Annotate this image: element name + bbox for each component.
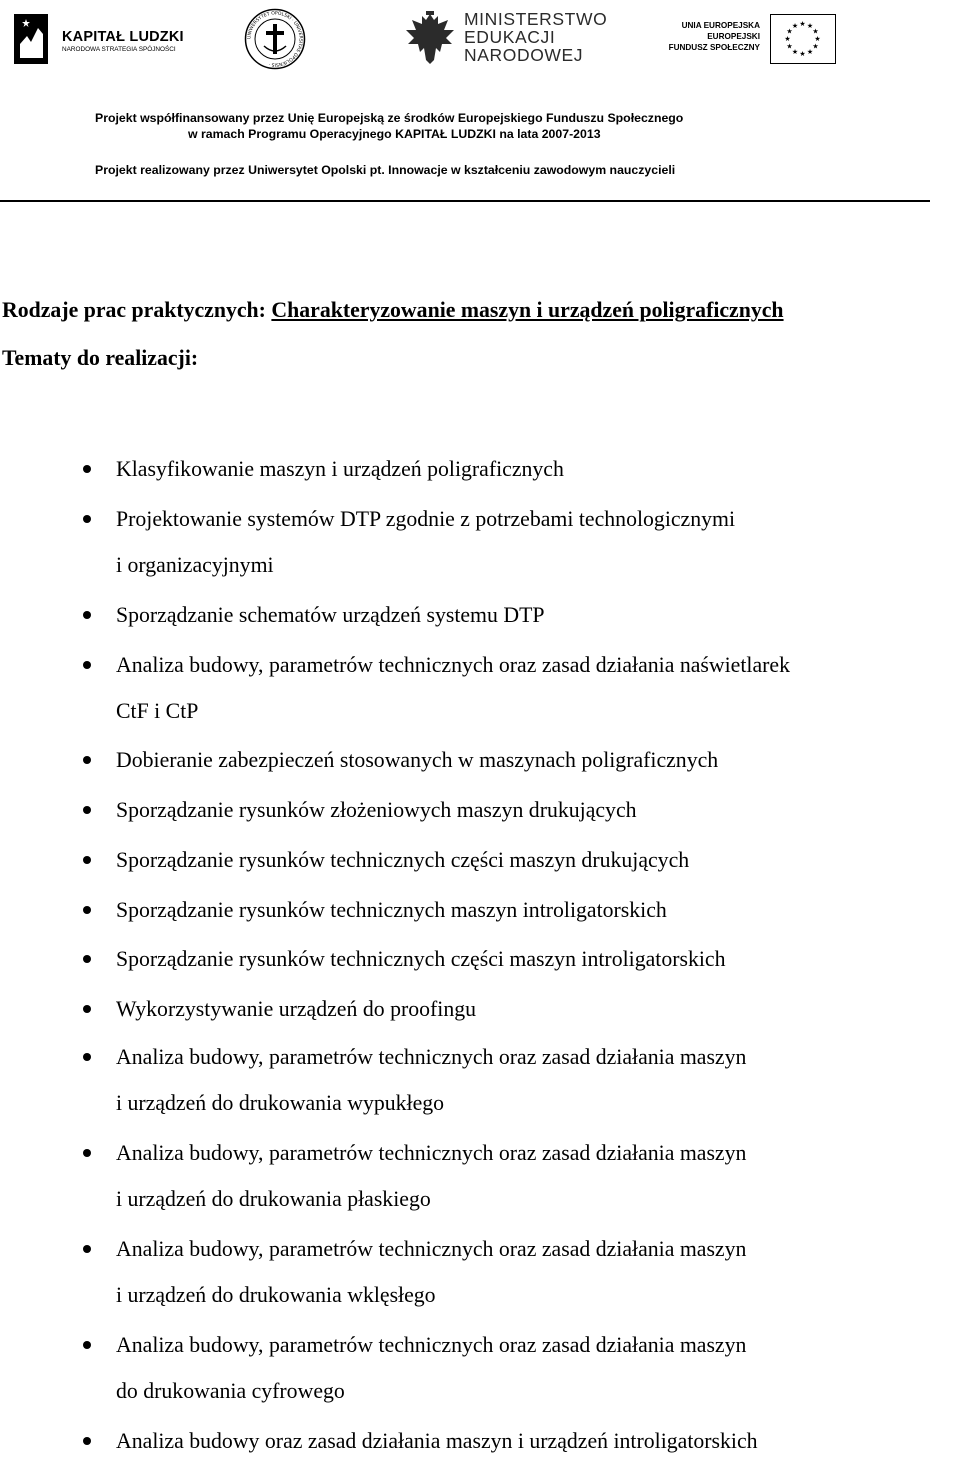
bullet-icon bbox=[83, 465, 91, 473]
eu-star-icon: ★ bbox=[806, 22, 814, 31]
bullet-icon bbox=[83, 806, 91, 814]
topic-line: i urządzeń do drukowania płaskiego bbox=[116, 1187, 431, 1211]
topic-line: Analiza budowy, parametrów technicznych oraz zasad działania maszyn bbox=[116, 1333, 747, 1357]
topic-line: i organizacyjnymi bbox=[116, 553, 274, 577]
topic-item bbox=[116, 1130, 936, 1222]
eu-line-1: UNIA EUROPEJSKA bbox=[681, 21, 760, 30]
topic-item bbox=[116, 1322, 936, 1414]
topic-item bbox=[116, 1034, 936, 1126]
topics-heading: Tematy do realizacji: bbox=[2, 346, 199, 370]
bullet-icon bbox=[83, 1053, 91, 1061]
bullet-icon bbox=[83, 1437, 91, 1445]
work-types-label: Rodzaje prac praktycznych: bbox=[2, 298, 266, 322]
topic-item bbox=[116, 1418, 936, 1464]
bullet-icon bbox=[83, 906, 91, 914]
topic-item bbox=[116, 737, 936, 783]
eu-star-icon: ★ bbox=[791, 22, 799, 31]
topic-line: Dobieranie zabezpieczeń stosowanych w maszynach poligraficznych bbox=[116, 748, 719, 772]
topic-line: i urządzeń do drukowania wypukłego bbox=[116, 1091, 445, 1115]
topic-line: Sporządzanie rysunków technicznych maszyn introligatorskich bbox=[116, 898, 667, 922]
ministry-line-3: NARODOWEJ bbox=[464, 45, 584, 65]
eu-star-icon: ★ bbox=[812, 27, 819, 36]
bullet-icon bbox=[83, 955, 91, 963]
topic-line: Analiza budowy, parametrów technicznych oraz zasad działania maszyn bbox=[116, 1045, 747, 1069]
work-types-value: Charakteryzowanie maszyn i urządzeń poligraficznych bbox=[271, 298, 784, 322]
project-program-line: w ramach Programu Operacyjnego KAPITAŁ LUDZKI na lata 2007-2013 bbox=[188, 127, 601, 141]
topic-line: Projektowanie systemów DTP zgodnie z potrzebami technologicznymi bbox=[116, 507, 736, 531]
topic-line: Sporządzanie rysunków technicznych części maszyn introligatorskich bbox=[116, 947, 726, 971]
topic-line: Sporządzanie schematów urządzeń systemu DTP bbox=[116, 603, 545, 627]
project-cofinancing-line: Projekt współfinansowany przez Unię Europejską ze środków Europejskiego Funduszu Społecznego bbox=[95, 111, 684, 125]
eu-star-icon: ★ bbox=[786, 27, 793, 36]
topic-line: i urządzeń do drukowania wklęsłego bbox=[116, 1283, 436, 1307]
topic-line: Sporządzanie rysunków złożeniowych maszyn drukujących bbox=[116, 798, 637, 822]
topic-item bbox=[116, 642, 936, 734]
ministry-line-1: MINISTERSTWO bbox=[464, 9, 608, 29]
topic-item bbox=[116, 887, 936, 933]
eu-star-icon: ★ bbox=[791, 47, 799, 56]
eu-star-icon: ★ bbox=[786, 42, 793, 51]
topic-item bbox=[116, 496, 936, 588]
topic-item bbox=[116, 1226, 936, 1318]
ministry-line-2: EDUKACJI bbox=[464, 27, 556, 47]
kapital-ludzki-subtitle: NARODOWA STRATEGIA SPÓJNOŚCI bbox=[62, 46, 176, 53]
eu-star-icon: ★ bbox=[806, 47, 814, 56]
eu-star-icon: ★ bbox=[799, 50, 806, 58]
topic-line: Analiza budowy, parametrów technicznych oraz zasad działania naświetlarek bbox=[116, 653, 790, 677]
topic-item bbox=[116, 446, 936, 492]
bullet-icon bbox=[83, 661, 91, 669]
eu-line-2: EUROPEJSKI bbox=[707, 32, 760, 41]
topic-item bbox=[116, 837, 936, 883]
bullet-icon bbox=[83, 756, 91, 764]
eu-star-icon: ★ bbox=[814, 35, 821, 43]
topic-line: Analiza budowy, parametrów technicznych oraz zasad działania maszyn bbox=[116, 1237, 747, 1261]
topic-line: do drukowania cyfrowego bbox=[116, 1379, 345, 1403]
bullet-icon bbox=[83, 1245, 91, 1253]
topic-line: Analiza budowy, parametrów technicznych oraz zasad działania maszyn bbox=[116, 1141, 747, 1165]
eu-star-icon: ★ bbox=[784, 35, 791, 43]
topic-line: Klasyfikowanie maszyn i urządzeń poligraficznych bbox=[116, 457, 564, 481]
bullet-icon bbox=[83, 515, 91, 523]
bullet-icon bbox=[83, 1005, 91, 1013]
bullet-icon bbox=[83, 1149, 91, 1157]
bullet-icon bbox=[83, 611, 91, 619]
bullet-icon bbox=[83, 856, 91, 864]
eu-star-icon: ★ bbox=[812, 42, 819, 51]
topic-line: Analiza budowy oraz zasad działania maszyn i urządzeń introligatorskich bbox=[116, 1429, 758, 1453]
university-seal-ring-text: UNIWERSYTET OPOLSKI · UNIVERSITAS OPOLIENSIS · bbox=[247, 11, 303, 67]
topic-line: CtF i CtP bbox=[116, 699, 199, 723]
kapital-ludzki-title: KAPITAŁ LUDZKI bbox=[62, 29, 184, 45]
topic-line: Wykorzystywanie urządzeń do proofingu bbox=[116, 997, 477, 1021]
topic-item bbox=[116, 787, 936, 833]
topic-line: Sporządzanie rysunków technicznych części maszyn drukujących bbox=[116, 848, 690, 872]
topic-item bbox=[116, 592, 936, 638]
topic-item bbox=[116, 936, 936, 982]
eu-line-3: FUNDUSZ SPOŁECZNY bbox=[668, 43, 760, 52]
project-realization-line: Projekt realizowany przez Uniwersytet Opolski pt. Innowacje w kształceniu zawodowym nauczycieli bbox=[95, 163, 676, 177]
eu-star-icon: ★ bbox=[799, 20, 806, 28]
bullet-icon bbox=[83, 1341, 91, 1349]
topic-item bbox=[116, 986, 936, 1032]
